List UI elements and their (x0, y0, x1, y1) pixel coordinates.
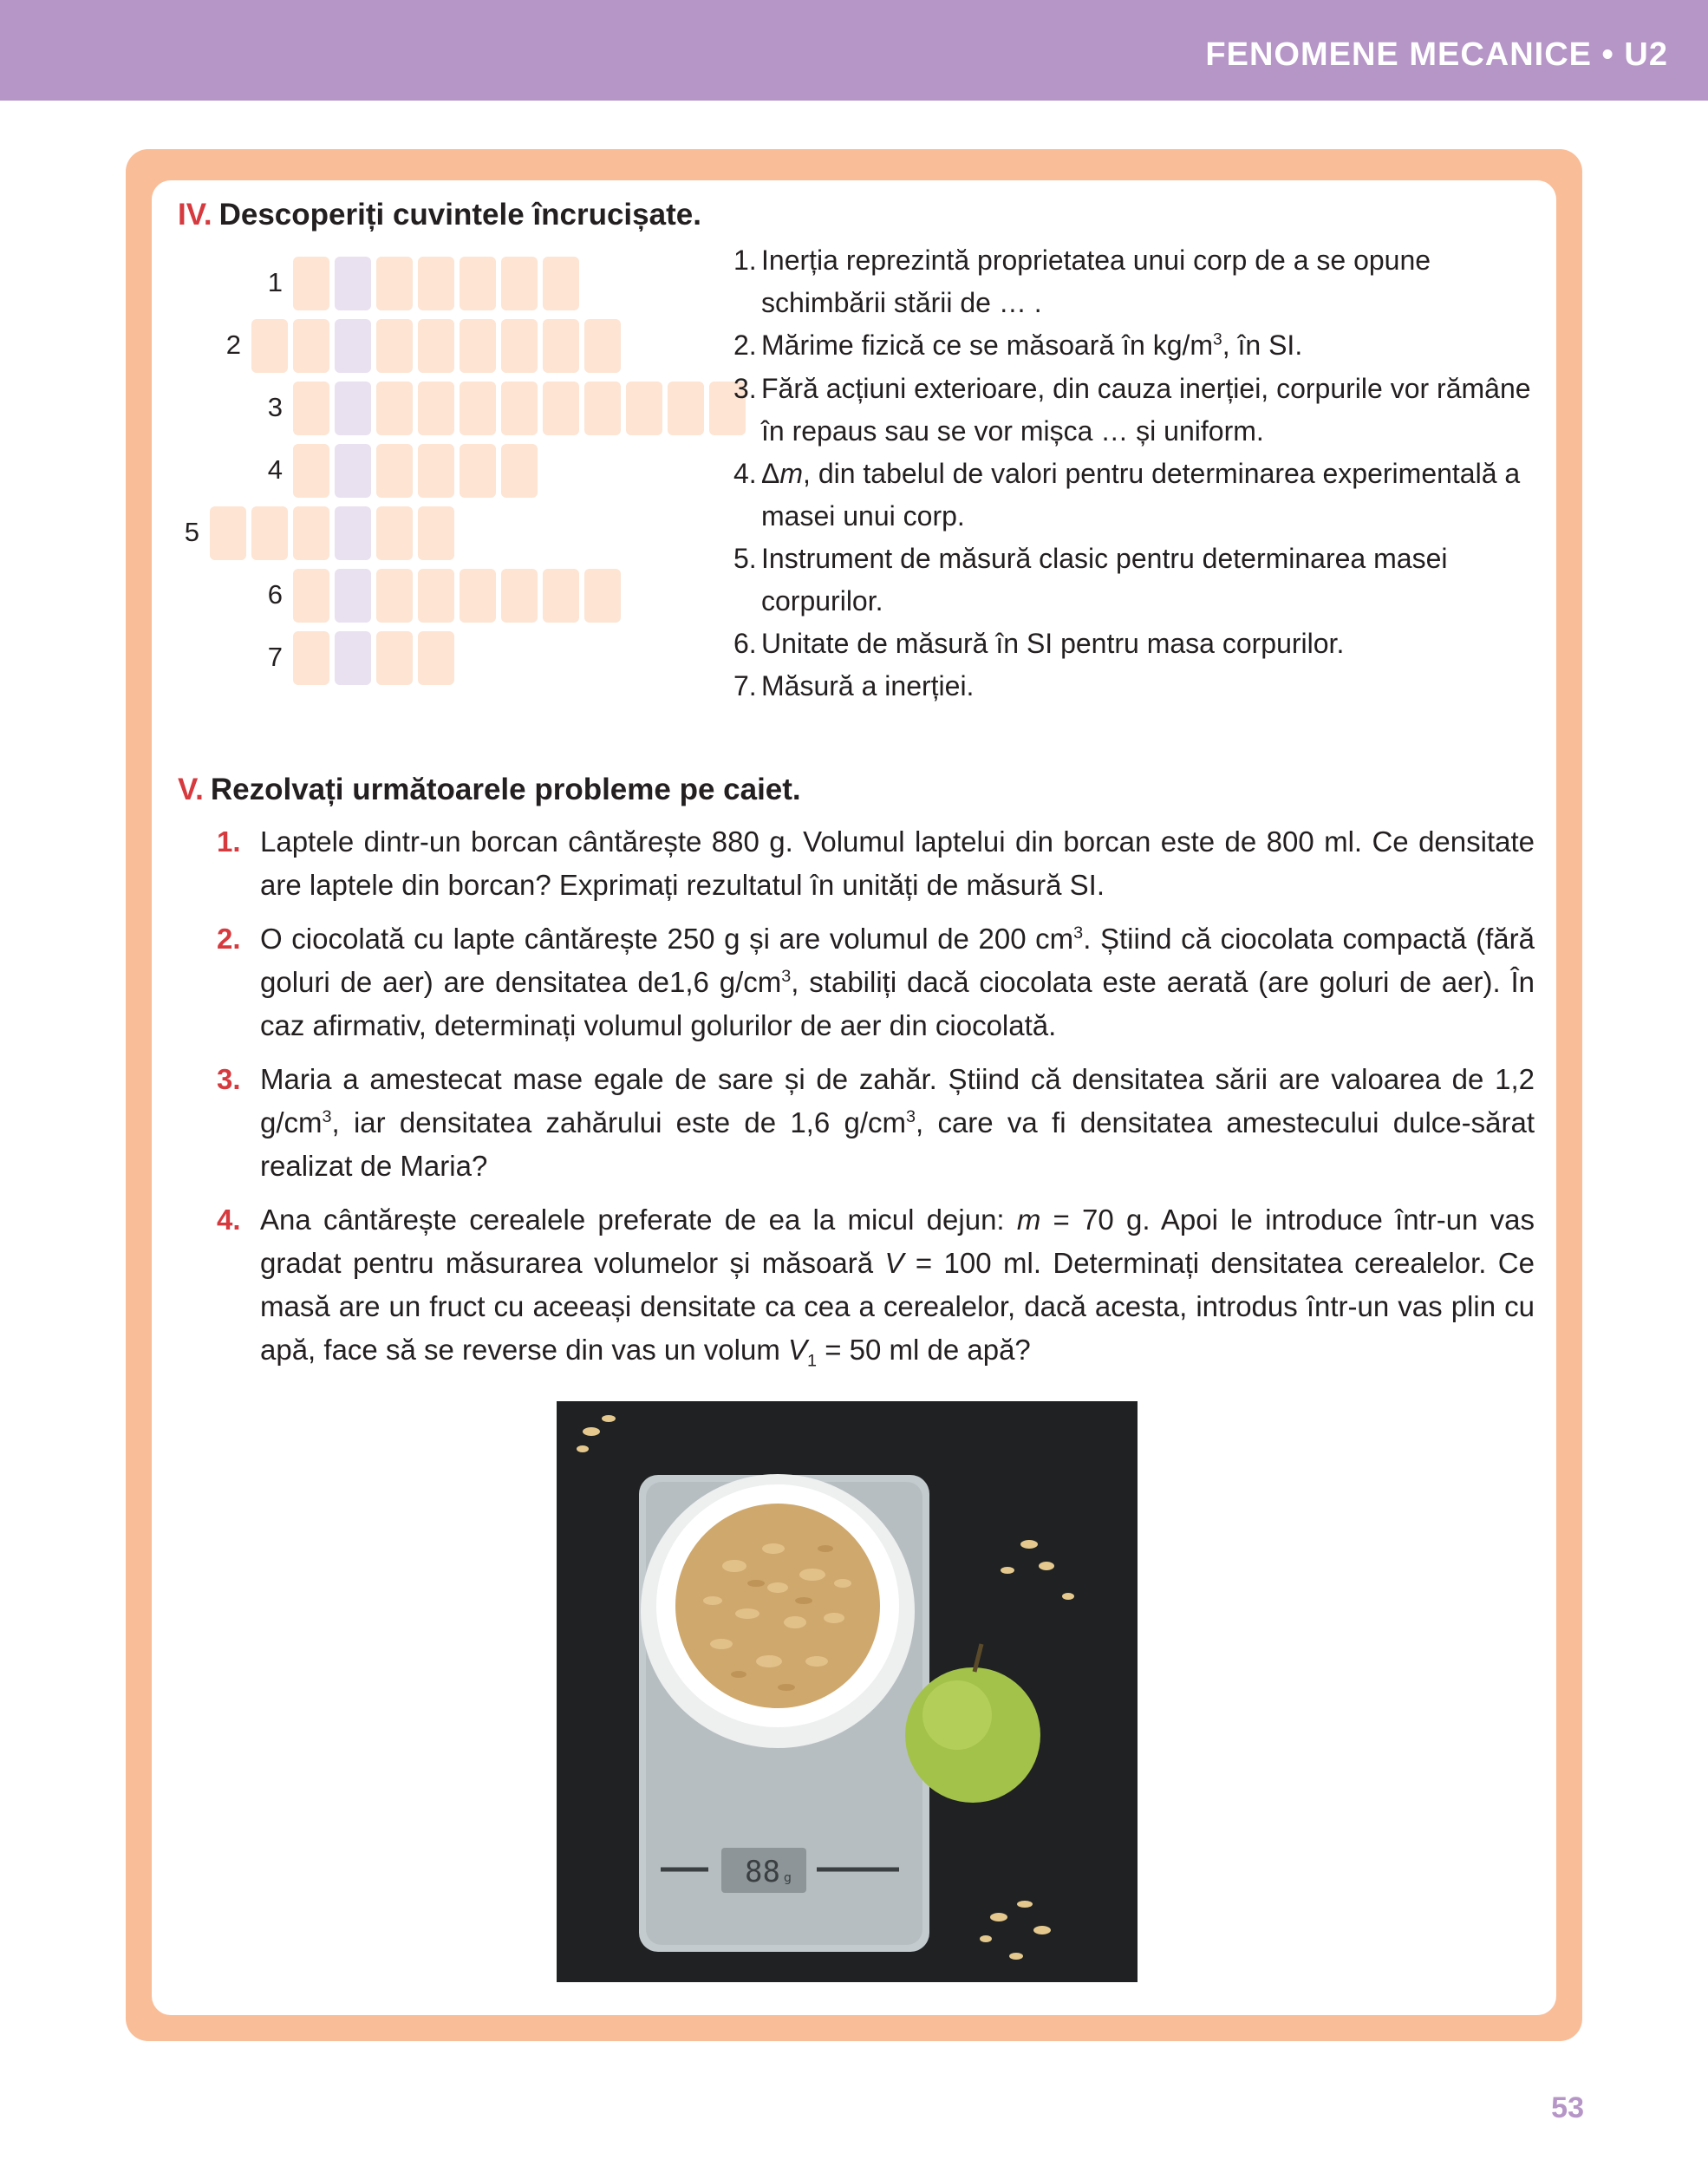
crossword-row-number: 1 (267, 267, 283, 297)
clue-3 (733, 368, 1535, 453)
section-v-heading: Rezolvați următoarele probleme pe caiet. (210, 773, 801, 806)
clue-number: 3. (733, 373, 757, 404)
crossword-row-number: 4 (267, 454, 283, 485)
clue-number: 4. (733, 458, 757, 489)
problem-text-part: , care va fi densitatea amestecului dulce-sărat realizat de Maria? (260, 1106, 1535, 1182)
crossword-cell[interactable] (460, 382, 496, 435)
crossword-cell[interactable] (418, 382, 454, 435)
scale-display-unit: g (784, 1871, 792, 1885)
superscript: 3 (905, 1107, 916, 1126)
problem-4 (217, 1198, 1535, 1372)
crossword-key-cell[interactable] (335, 631, 371, 685)
problem-text-part: , stabiliți dacă ciocolata este aerată (are goluri de aer). În caz afirmativ, determinați volumul golurilor de aer din ciocolată. (260, 966, 1535, 1041)
problem-text-part: , iar densitatea zahărului este de 1,6 g/cm (331, 1106, 906, 1138)
crossword-cell[interactable] (376, 569, 413, 623)
crossword-key-cell[interactable] (335, 319, 371, 373)
clue-7 (733, 665, 1535, 708)
crossword-cell[interactable] (501, 444, 538, 498)
clue-number: 7. (733, 670, 757, 701)
clue-text-part: , în SI. (1222, 329, 1303, 361)
crossword-cell[interactable] (418, 257, 454, 310)
clue-text: Măsură a inerției. (761, 670, 975, 701)
clue-2 (733, 324, 1535, 367)
crossword-cell[interactable] (376, 631, 413, 685)
crossword-cell[interactable] (293, 319, 329, 373)
page-number: 53 (1551, 2091, 1584, 2124)
crossword-cell[interactable] (293, 631, 329, 685)
problem-text (217, 1198, 1535, 1372)
clue-6 (733, 623, 1535, 665)
photo-illustration (557, 1401, 1138, 1982)
crossword-cell[interactable] (418, 444, 454, 498)
crossword-cell[interactable] (626, 382, 662, 435)
crossword-cell[interactable] (584, 319, 621, 373)
clue-number: 2. (733, 329, 757, 361)
crossword-row-number: 5 (184, 517, 199, 547)
problem-number: 3. (217, 1063, 241, 1095)
crossword-cell[interactable] (376, 506, 413, 560)
clue-text-part: Δ (761, 458, 780, 489)
clue-text-part: , din tabelul de valori pentru determinarea experimentală a masei unui corp. (761, 458, 1521, 532)
crossword-cell[interactable] (293, 257, 329, 310)
italic-symbol: m (779, 458, 804, 489)
problem-text-part: Maria a amestecat mase egale de sare și de zahăr. Știind că densitatea sării are valoarea de 1,2 g/cm (260, 1063, 1535, 1138)
problem-text-part: = 50 ml de apă? (817, 1334, 1031, 1366)
problem-text (217, 1058, 1535, 1188)
crossword-cell[interactable] (251, 319, 288, 373)
italic-symbol: V (884, 1247, 904, 1279)
crossword-cell[interactable] (293, 444, 329, 498)
problem-text-part: . Știind că ciocolata compactă (fără goluri de aer) are densitatea de1,6 g/cm (260, 923, 1535, 998)
problem-text-part: Ana cântărește cerealele preferate de ea la micul dejun: (260, 1204, 1017, 1236)
problem-1 (217, 820, 1535, 907)
page-header (0, 0, 1708, 101)
subscript: 1 (807, 1351, 818, 1371)
problem-text-part: O ciocolată cu lapte cântărește 250 g și are volumul de 200 cm (260, 923, 1074, 955)
crossword-cell[interactable] (668, 382, 704, 435)
problem-text-part: = 70 g. Apoi le introduce într-un vas gradat pentru măsurarea volumelor și măsoară (260, 1204, 1535, 1279)
problem-number: 4. (217, 1204, 241, 1236)
crossword-cell[interactable] (460, 444, 496, 498)
clue-text (733, 324, 1535, 367)
crossword-cell[interactable] (501, 569, 538, 623)
crossword-row-number: 7 (267, 642, 283, 672)
crossword-cell[interactable] (543, 319, 579, 373)
italic-symbol: m (1016, 1204, 1041, 1236)
clue-4 (733, 453, 1535, 538)
crossword-cell[interactable] (460, 319, 496, 373)
clue-text-part: Mărime fizică ce se măsoară în kg/m (761, 329, 1214, 361)
crossword-cell[interactable] (543, 382, 579, 435)
section-v-numeral: V. (178, 773, 204, 806)
clue-1 (733, 239, 1535, 324)
crossword-cell[interactable] (293, 382, 329, 435)
crossword-cell[interactable] (418, 631, 454, 685)
problem-text-part: = 100 ml. Determinați densitatea cerealelor. Ce masă are un fruct cu aceeași densitate ca cea a cerealelor, dacă acesta, introdus într-un vas plin cu apă, face să se reverse din vas un volum (260, 1247, 1535, 1366)
crossword-cell[interactable] (251, 506, 288, 560)
section-iv-heading: Descoperiți cuvintele încrucișate. (218, 198, 701, 232)
crossword-cell[interactable] (460, 257, 496, 310)
italic-symbol: V (788, 1334, 808, 1366)
superscript: 3 (1073, 923, 1084, 943)
crossword-cell[interactable] (501, 257, 538, 310)
crossword-key-cell[interactable] (335, 382, 371, 435)
crossword-cell[interactable] (376, 319, 413, 373)
superscript: 3 (322, 1107, 332, 1126)
superscript: 3 (781, 967, 792, 986)
crossword-cell[interactable] (210, 506, 246, 560)
clue-text: Unitate de măsură în SI pentru masa corpurilor. (761, 628, 1345, 659)
crossword-cell[interactable] (584, 382, 621, 435)
crossword-cell[interactable] (293, 506, 329, 560)
crossword-key-cell[interactable] (335, 506, 371, 560)
crossword-cell[interactable] (376, 382, 413, 435)
crossword-cell[interactable] (418, 319, 454, 373)
clue-number: 1. (733, 245, 757, 276)
clue-text: Instrument de măsură clasic pentru determinarea masei corpurilor. (761, 543, 1448, 617)
clue-text: Fără acțiuni exterioare, din cauza inerției, corpurile vor rămâne în repaus sau se vor mișca … și uniform. (761, 373, 1531, 447)
problem-text: Laptele dintr-un borcan cântărește 880 g. Volumul laptelui din borcan este de 800 ml. Ce densitate are laptele din borcan? Exprimați rezultatul în unități de măsură SI. (260, 825, 1535, 901)
crossword-row-number: 6 (267, 579, 283, 610)
scale-display-digits: 88 (745, 1855, 780, 1889)
section-iv-title (178, 198, 701, 232)
problem-3 (217, 1058, 1535, 1188)
crossword-row-number: 3 (267, 392, 283, 422)
section-iv-numeral: IV. (178, 198, 212, 232)
superscript: 3 (1213, 330, 1222, 349)
clue-text: Inerția reprezintă proprietatea unui corp de a se opune schimbării stării de … . (761, 245, 1431, 318)
crossword-cell[interactable] (376, 257, 413, 310)
clue-text (733, 453, 1535, 538)
crossword-key-cell[interactable] (335, 257, 371, 310)
crossword-row-number: 2 (225, 329, 241, 360)
clue-number: 5. (733, 543, 757, 574)
crossword-cell[interactable] (418, 569, 454, 623)
cereal-scale-photo (557, 1401, 1138, 1982)
problem-number: 1. (217, 825, 241, 858)
crossword-cell[interactable] (543, 569, 579, 623)
crossword-cell[interactable] (418, 506, 454, 560)
problem-text (217, 917, 1535, 1047)
problem-number: 2. (217, 923, 241, 955)
crossword-cell[interactable] (584, 569, 621, 623)
clue-number: 6. (733, 628, 757, 659)
clue-5 (733, 538, 1535, 623)
chapter-title: FENOMENE MECANICE • U2 (1205, 36, 1668, 73)
section-v-title (178, 773, 801, 807)
crossword-cell[interactable] (543, 257, 579, 310)
crossword-cell[interactable] (501, 382, 538, 435)
crossword-cell[interactable] (293, 569, 329, 623)
crossword-cell[interactable] (460, 569, 496, 623)
crossword-key-cell[interactable] (335, 569, 371, 623)
crossword-cell[interactable] (376, 444, 413, 498)
crossword-cell[interactable] (501, 319, 538, 373)
problem-2 (217, 917, 1535, 1047)
crossword-key-cell[interactable] (335, 444, 371, 498)
